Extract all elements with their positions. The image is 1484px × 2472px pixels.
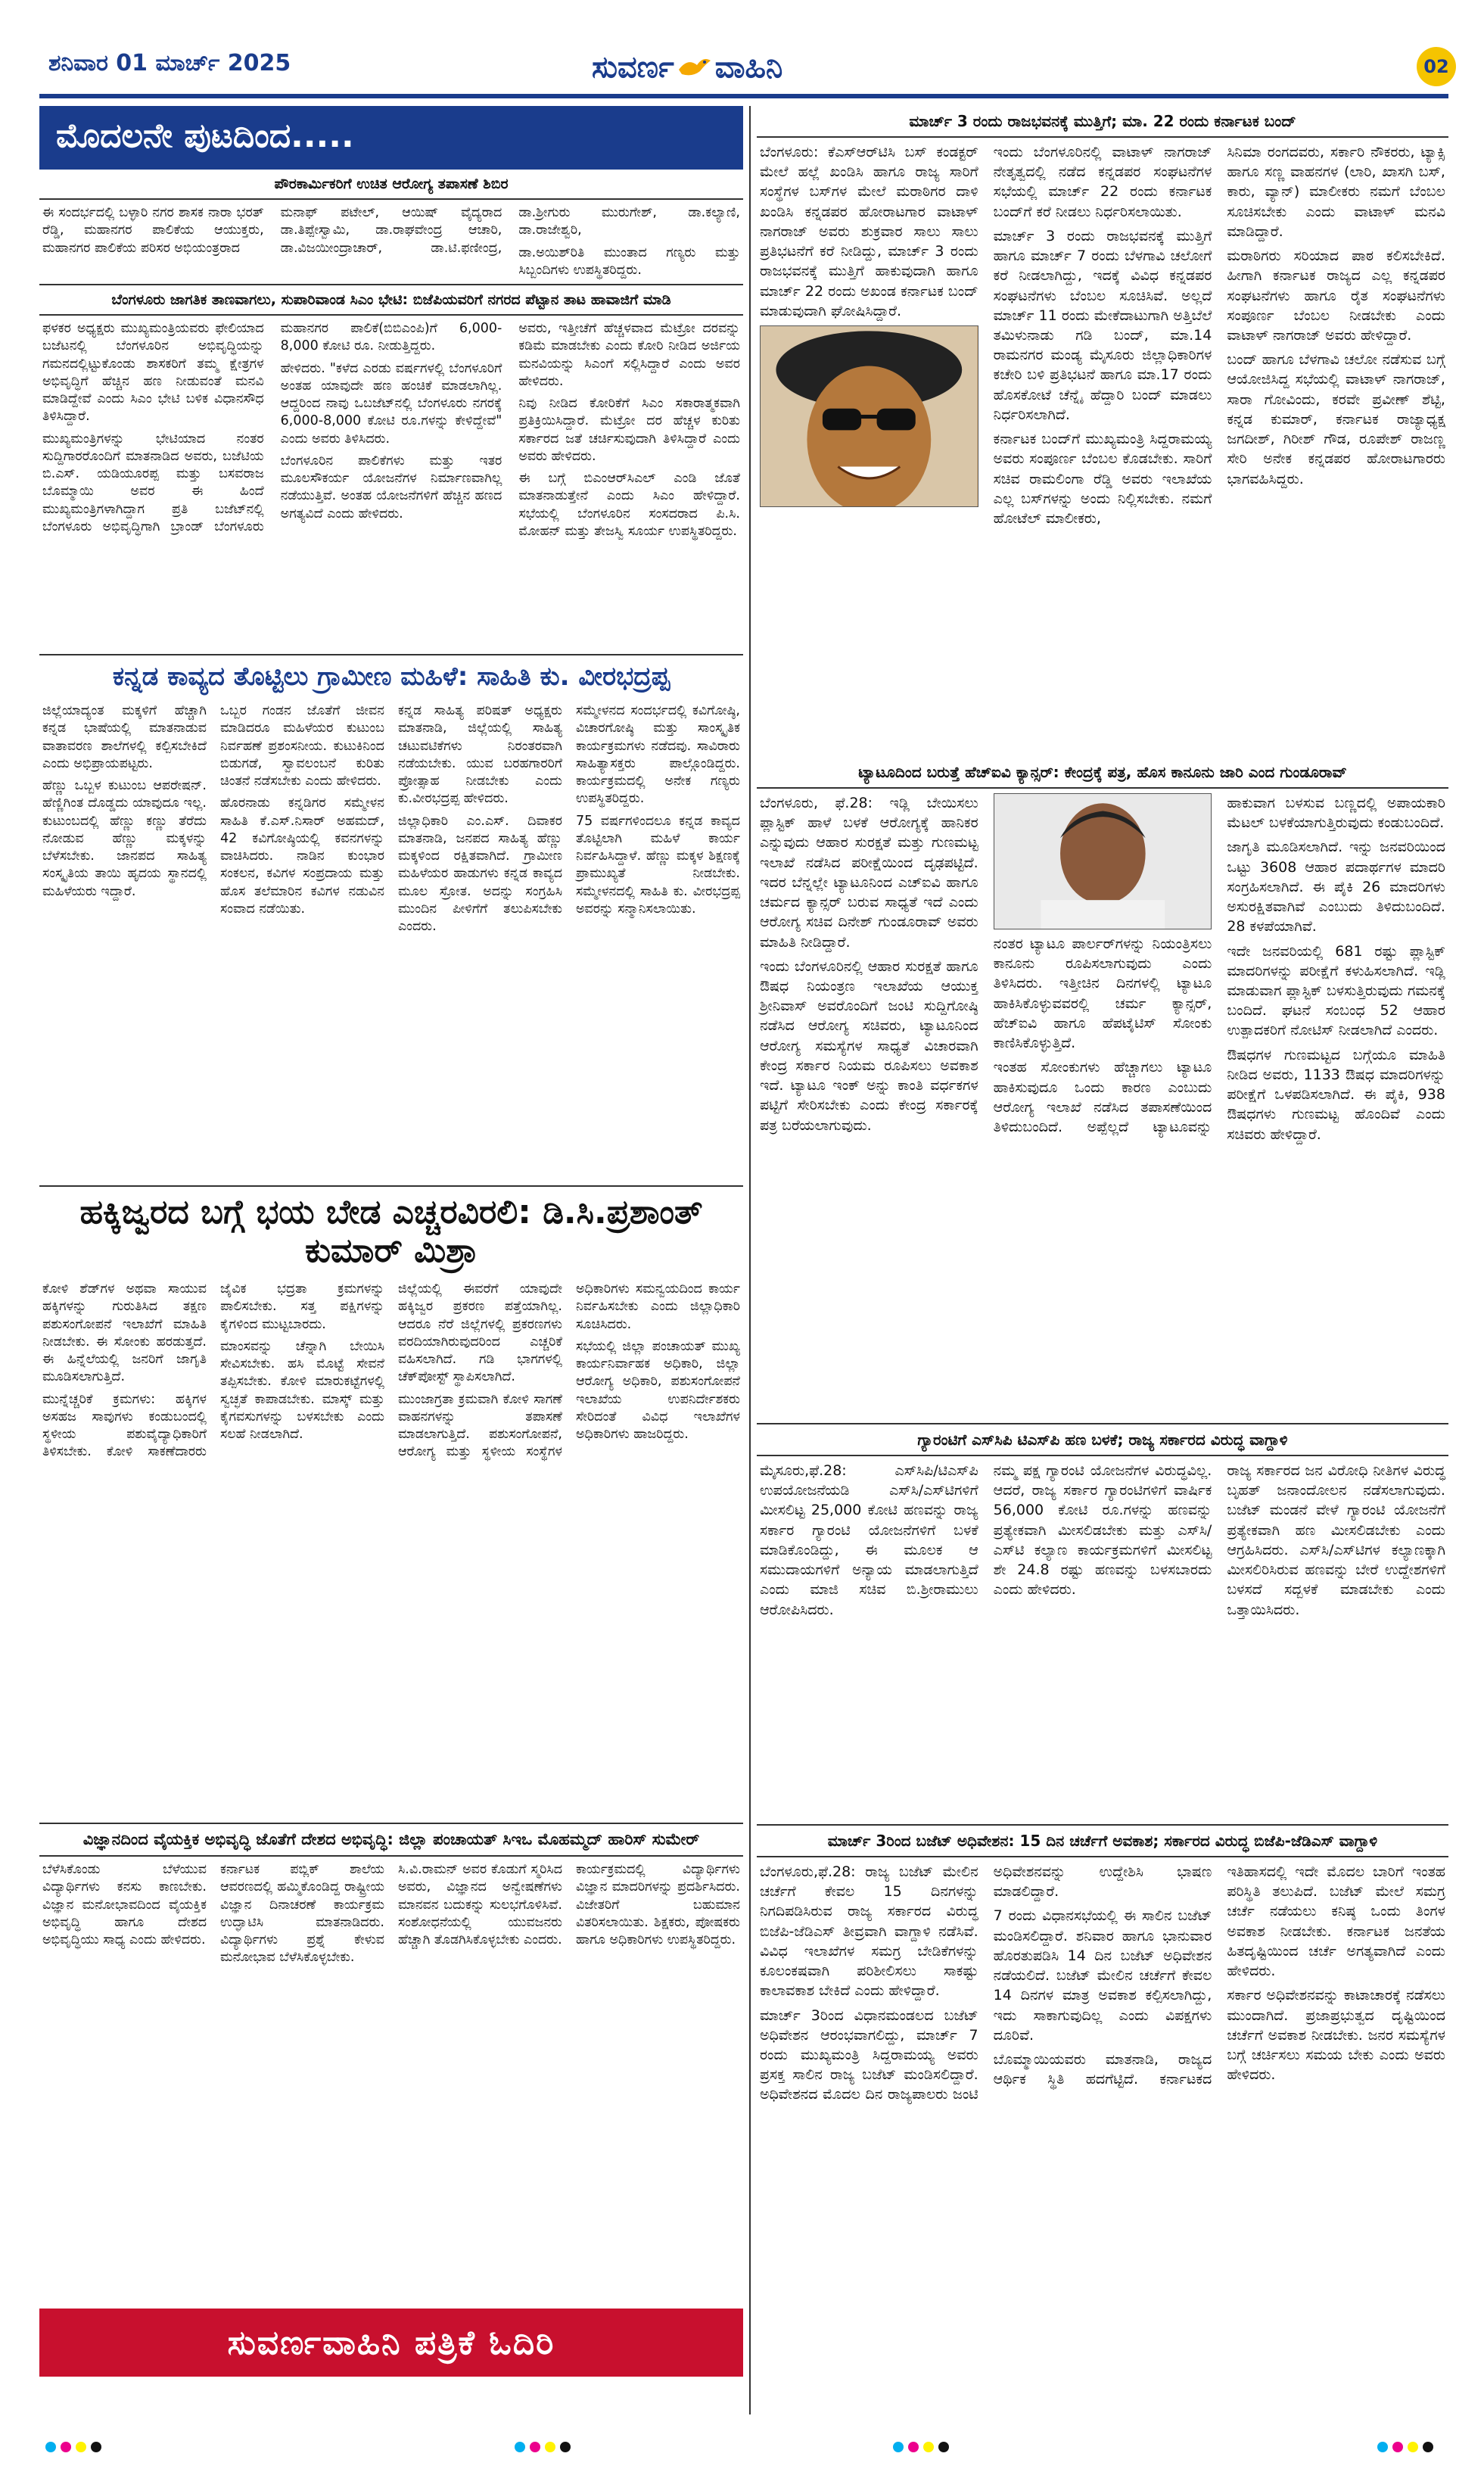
yellow-dot [1408,2442,1418,2452]
article-paragraph: ಈ ಸಂದರ್ಭದಲ್ಲಿ ಬಳ್ಳಾರಿ ನಗರ ಶಾಸಕ ನಾರಾ ಭರತ್ ರೆಡ್ಡಿ, ಮಹಾನಗರ ಪಾಲಿಕೆಯ ಆಯುಕ್ತರು, ಮಹಾನಗರ ಪಾಲಿಕೆಯ ಪರಿಸರ ಅಭಿಯಂತ್ರರಾದ [42,205,264,256]
article-headline: ಬೆಂಗಳೂರು ಜಾಗತಿಕ ತಾಣವಾಗಲು, ಸುಪಾರಿವಾಂಡ ಸಿಎಂ ಭೇಟಿ: ಬಿಜೆಪಿಯವರಿಗೆ ನಗರದ ಪೆಟ್ಟಾನ ತಾಟ ಹಾವಾಜಿಗೆ ಮಾಡಿ [39,284,743,316]
article-paragraph: ಸಿನಿಮಾ ರಂಗದವರು, ಸರ್ಕಾರಿ ನೌಕರರು, ಟ್ಯಾಕ್ಸಿ ಹಾಗೂ ಸಣ್ಣ ವಾಹನಗಳ (ಲಾರಿ, ಖಾಸಗಿ ಬಸ್, ಕಾರು, ವ್ಯಾನ್) ಮಾಲೀಕರು ನಮಗೆ ಬೆಂಬಲ ಸೂಚಿಸಬೇಕು ಎಂದು ವಾಟಾಳ್ ಮನವಿ ಮಾಡಿದ್ದಾರೆ. [1227,144,1445,240]
cyan-dot [515,2442,525,2452]
article-body [39,698,743,940]
article-paragraph: ಕೋಳಿ ಶೆಡ್‌ಗಳ ಅಥವಾ ಸಾಯುವ ಹಕ್ಕಿಗಳನ್ನು ಗುರುತಿಸಿದ ತಕ್ಷಣ ಪಶುಸಂಗೋಪನೆ ಇಲಾಖೆಗೆ ಮಾಹಿತಿ ನೀಡಬೇಕು. ಈ ಸೋಂಕು ಹರಡುತ್ತದೆ. ಈ ಹಿನ್ನೆಲೆಯಲ್ಲಿ ಜನರಿಗೆ ಜಾಗೃತಿ ಮೂಡಿಸಲಾಗುತ್ತಿದೆ. [42,1281,207,1385]
article-paragraph: ಮೈಸೂರು,ಫೆ.28: ಎಸ್‌ಸಿಪಿ/ಟಿಎಸ್‌ಪಿ ಉಪಯೋಜನೆಯಡಿ ಎಸ್‌ಸಿ/ಎಸ್‌ಟಿಗಳಿಗೆ ಮೀಸಲಿಟ್ಟ 25,000 ಕೋಟಿ ಹಣವನ್ನು ರಾಜ್ಯ ಸರ್ಕಾರ ಗ್ಯಾರಂಟಿ ಯೋಜನೆಗಳಿಗೆ ಬಳಕೆ ಮಾಡಿಕೊಂಡಿದ್ದು, ಈ ಮೂಲಕ ಆ ಸಮುದಾಯಗಳಿಗೆ ಅನ್ಯಾಯ ಮಾಡಲಾಗುತ್ತಿದೆ ಎಂದು ಮಾಜಿ ಸಚಿವ ಬಿ.ಶ್ರೀರಾಮುಲು ಆರೋಪಿಸಿದರು. [760,1462,978,1618]
article-health-camp [39,170,743,654]
article-budget-session [757,1824,1448,2399]
article-body [757,138,1448,533]
article-paragraph: ಒಬ್ಬರ ಗಂಡನ ಜೊತೆಗೆ ಜೀವನ ಮಾಡಿದರೂ ಮಹಿಳೆಯರ ಕುಟುಂಬ ನಿರ್ವಹಣೆ ಪ್ರಶಂಸನೀಯ. ಕುಟುಕಿನಿಂದ ಬಿಡುಗಡೆ, ಸ್ವಾವಲಂಬನೆ ಕುರಿತು ಚಿಂತನೆ ನಡೆಸಬೇಕು ಎಂದು ಹೇಳಿದರು. [220,703,384,789]
article-paragraph: ಮುಂಜಾಗ್ರತಾ ಕ್ರಮವಾಗಿ ಕೋಳಿ ಸಾಗಣೆ ವಾಹನಗಳನ್ನು ತಪಾಸಣೆ ಮಾಡಲಾಗುತ್ತಿದೆ. ಪಶುಸಂಗೋಪನೆ, ಆರೋಗ್ಯ ಮತ್ತು ಸ್ಥಳೀಯ ಸಂಸ್ಥೆಗಳ ಅಧಿಕಾರಿಗಳು ಸಮನ್ವಯದಿಂದ ಕಾರ್ಯ ನಿರ್ವಹಿಸಬೇಕು ಎಂದು ಜಿಲ್ಲಾಧಿಕಾರಿ ಸೂಚಿಸಿದರು. [398,1281,740,1460]
article-paragraph: ಸಮ್ಮೇಳನದ ಸಂದರ್ಭದಲ್ಲಿ ಕವಿಗೋಷ್ಠಿ, ವಿಚಾರಗೋಷ್ಠಿ ಮತ್ತು ಸಾಂಸ್ಕೃತಿಕ ಕಾರ್ಯಕ್ರಮಗಳು ನಡೆದವು. ಸಾವಿರಾರು ಸಾಹಿತ್ಯಾಸಕ್ತರು ಪಾಲ್ಗೊಂಡಿದ್ದರು. ಕಾರ್ಯಕ್ರಮದಲ್ಲಿ ಅನೇಕ ಗಣ್ಯರು ಉಪಸ್ಥಿತರಿದ್ದರು. [576,703,740,807]
logo-text-second: ವಾಹಿನಿ [714,50,783,85]
magenta-dot [530,2442,540,2452]
article-paragraph: ಬೆಂಗಳೂರು, ಫೆ.28: ಇಡ್ಲಿ ಬೇಯಿಸಲು ಪ್ಲಾಸ್ಟಿಕ್ ಹಾಳೆ ಬಳಕೆ ಆರೋಗ್ಯಕ್ಕೆ ಹಾನಿಕರ ಎನ್ನುವುದು ಆಹಾರ ಸುರಕ್ಷತೆ ಮತ್ತು ಗುಣಮಟ್ಟ ಇಲಾಖೆ ನಡೆಸಿದ ಪರೀಕ್ಷೆಯಿಂದ ದೃಢಪಟ್ಟಿದೆ. ಇದರ ಬೆನ್ನಲ್ಲೇ ಟ್ಯಾಟೂನಿಂದ ಎಚ್‌ಐವಿ ಹಾಗೂ ಚರ್ಮದ ಕ್ಯಾನ್ಸರ್ ಬರುವ ಸಾಧ್ಯತೆ ಇದೆ ಎಂದು ಆರೋಗ್ಯ ಸಚಿವ ದಿನೇಶ್ ಗುಂಡೂರಾವ್ ಅವರು ಮಾಹಿತಿ ನೀಡಿದ್ದಾರೆ. [760,795,978,951]
vatal-nagaraj-photo [760,325,978,507]
black-dot [560,2442,571,2452]
article-headline: ಹಕ್ಕಿಜ್ವರದ ಬಗ್ಗೆ ಭಯ ಬೇಡ ಎಚ್ಚರವಿರಲಿ: ಡಿ.ಸಿ.ಪ್ರಶಾಂತ್ ಕುಮಾರ್ ಮಿಶ್ರಾ [79,1193,703,1270]
article-paragraph: ಬಂದ್ ಹಾಗೂ ಬೆಳಗಾವಿ ಚಲೋ ನಡೆಸುವ ಬಗ್ಗೆ ಆಯೋಜಿಸಿದ್ದ ಸಭೆಯಲ್ಲಿ ವಾಟಾಳ್ ನಾಗರಾಜ್, ಸಾರಾ ಗೋವಿಂದು, ಕರವೇ ಪ್ರವೀಣ್ ಶೆಟ್ಟಿ, ಕನ್ನಡ ಕುಮಾರ್, ಕರ್ನಾಟಕ ರಾಜ್ಯಾಧ್ಯಕ್ಷ ಜಗದೀಶ್, ಗಿರೀಶ್ ಗೌಡ, ರೂಪೇಶ್ ರಾಜಣ್ಣ ಸೇರಿ ಅನೇಕ ಕನ್ನಡಪರ ಹೋರಾಟಗಾರರು ಭಾಗವಹಿಸಿದ್ದರು. [1227,351,1445,487]
article-paragraph: ಹೊರನಾಡು ಕನ್ನಡಿಗರ ಸಮ್ಮೇಳನ ಸಾಹಿತಿ ಕೆ.ಎಸ್.ನಿಸಾರ್ ಅಹಮದ್, 42 ಕವಿಗೋಷ್ಠಿಯಲ್ಲಿ ಕವನಗಳನ್ನು ವಾಚಿಸಿದರು. ನಾಡಿನ ಕುಂಭಾರ ಸಂಕಲನ, ಕವಿಗಳ ಸಂಪ್ರದಾಯ ಮತ್ತು ಹೊಸ ತಲೆಮಾರಿನ ಕವಿಗಳ ನಡುವಿನ ಸಂವಾದ ನಡೆಯಿತು. [220,795,384,917]
article-paragraph: ಮಾರ್ಚ್ 3ರಿಂದ ವಿಧಾನಮಂಡಲದ ಬಜೆಟ್ ಅಧಿವೇಶನ ಆರಂಭವಾಗಲಿದ್ದು, ಮಾರ್ಚ್ 7 ರಂದು ಮುಖ್ಯಮಂತ್ರಿ ಸಿದ್ದರಾಮಯ್ಯ ಅವರು ಪ್ರಸಕ್ತ ಸಾಲಿನ ರಾಜ್ಯ ಬಜೆಟ್ ಮಂಡಿಸಲಿದ್ದಾರೆ. ಅಧಿವೇಶನದ ಮೊದಲ ದಿನ ರಾಜ್ಯಪಾಲರು ಜಂಟಿ ಅಧಿವೇಶನವನ್ನು ಉದ್ದೇಶಿಸಿ ಭಾಷಣ ಮಾಡಲಿದ್ದಾರೆ. [760,1863,1212,2103]
article-body [39,1276,743,1466]
article-headline: ಪೌರಕಾರ್ಮಿಕರಿಗೆ ಉಚಿತ ಆರೋಗ್ಯ ತಪಾಸಣೆ ಶಿಬಿರ [39,170,743,200]
article-paragraph: ಹೆಣ್ಣು ಒಬ್ಬಳ ಕುಟುಂಬ ಆಪರೇಷನ್. ಹೆಣ್ಣಿಗಿಂತ ದೊಡ್ಡದು ಯಾವುದೂ ಇಲ್ಲ. ಕುಟುಂಬದಲ್ಲಿ ಹೆಣ್ಣು ಕಣ್ಣು ತೆರೆದು ನೋಡುವ ಹೆಣ್ಣು ಮಕ್ಕಳನ್ನು ಬೆಳೆಸಬೇಕು. ಜಾನಪದ ಸಾಹಿತ್ಯ ಸಂಸ್ಕೃತಿಯ ತಾಯಿ ಹೃದಯ ಸ್ಥಾನದಲ್ಲಿ ಮಹಿಳೆಯರು ಇದ್ದಾರೆ. [42,778,207,899]
article-paragraph: ಮುಖ್ಯಮಂತ್ರಿಗಳನ್ನು ಭೇಟಿಯಾದ ನಂತರ ಸುದ್ದಿಗಾರರೊಂದಿಗೆ ಮಾತನಾಡಿದ ಅವರು, ಬಜೆಟಿಯ ಬಿ.ಎಸ್. ಯಡಿಯೂರಪ್ಪ ಮತ್ತು ಬಸವರಾಜ ಬೊಮ್ಮಾಯಿ ಅವರ ಈ ಹಿಂದೆ ಮುಖ್ಯಮಂತ್ರಿಗಳಾಗಿದ್ದಾಗ ಪ್ರತಿ ಬಜೆಟ್‌ನಲ್ಲಿ ಬೆಂಗಳೂರು ಅಭಿವೃದ್ಧಿಗಾಗಿ ಬ್ರಾಂಡ್ ಬೆಂಗಳೂರು ಮಹಾನಗರ ಪಾಲಿಕೆ(ಬಿಬಿಎಂಪಿ)ಗೆ 6,000-8,000 ಕೋಟಿ ರೂ. ನೀಡುತ್ತಿದ್ದರು. [42,321,502,534]
article-paragraph: ಜಿಲ್ಲಾಧಿಕಾರಿ ಎಂ.ಎಸ್. ದಿವಾಕರ ಮಾತನಾಡಿ, ಜನಪದ ಸಾಹಿತ್ಯ ಹೆಣ್ಣು ಮಕ್ಕಳಿಂದ ರಕ್ಷಿತವಾಗಿದೆ. ಗ್ರಾಮೀಣ ಮಹಿಳೆಯರ ಹಾಡುಗಳು ಕನ್ನಡ ಕಾವ್ಯದ ಮೂಲ ಸ್ರೋತ. ಅದನ್ನು ಸಂಗ್ರಹಿಸಿ ಮುಂದಿನ ಪೀಳಿಗೆಗೆ ತಲುಪಿಸಬೇಕು ಎಂದರು. [398,813,562,935]
print-registration-marks [515,2442,571,2454]
article-paragraph: ಕನ್ನಡ ಸಾಹಿತ್ಯ ಪರಿಷತ್ ಅಧ್ಯಕ್ಷರು ಮಾತನಾಡಿ, ಜಿಲ್ಲೆಯಲ್ಲಿ ಸಾಹಿತ್ಯ ಚಟುವಟಿಕೆಗಳು ನಿರಂತರವಾಗಿ ನಡೆಯಬೇಕು. ಯುವ ಬರಹಗಾರರಿಗೆ ಪ್ರೋತ್ಸಾಹ ನೀಡಬೇಕು ಎಂದು ಕು.ವೀರಭದ್ರಪ್ಪ ಹೇಳಿದರು. [398,703,562,807]
article-paragraph: ನಿವು ನೀಡಿದ ಕೋರಿಕೆಗೆ ಸಿಎಂ ಸಕಾರಾತ್ಮಕವಾಗಿ ಪ್ರತಿಕ್ರಿಯಿಸಿದ್ದಾರೆ. ಮೆಟ್ರೋ ದರ ಹೆಚ್ಚಳ ಕುರಿತು ಸರ್ಕಾರದ ಜತೆ ಚರ್ಚಿಸುವುದಾಗಿ ತಿಳಿಸಿದ್ದಾರೆ ಎಂದು ಅವರು ಹೇಳಿದರು. [518,396,740,464]
article-paragraph: ಕರ್ನಾಟಕ ಪಬ್ಲಿಕ್ ಶಾಲೆಯ ಆವರಣದಲ್ಲಿ ಹಮ್ಮಿಕೊಂಡಿದ್ದ ರಾಷ್ಟ್ರೀಯ ವಿಜ್ಞಾನ ದಿನಾಚರಣೆ ಕಾರ್ಯಕ್ರಮ ಉದ್ಘಾಟಿಸಿ ಮಾತನಾಡಿದರು. ವಿದ್ಯಾರ್ಥಿಗಳು ಪ್ರಶ್ನೆ ಕೇಳುವ ಮನೋಭಾವ ಬೆಳೆಸಿಕೊಳ್ಳಬೇಕು. [220,1862,384,1966]
article-paragraph: ಕಾರ್ಯಕ್ರಮದಲ್ಲಿ ವಿದ್ಯಾರ್ಥಿಗಳು ವಿಜ್ಞಾನ ಮಾದರಿಗಳನ್ನು ಪ್ರದರ್ಶಿಸಿದರು. ವಿಜೇತರಿಗೆ ಬಹುಮಾನ ವಿತರಿಸಲಾಯಿತು. ಶಿಕ್ಷಕರು, ಪೋಷಕರು ಹಾಗೂ ಅಧಿಕಾರಿಗಳು ಉಪಸ್ಥಿತರಿದ್ದರು. [576,1862,740,1948]
article-paragraph: ಔಷಧಗಳ ಗುಣಮಟ್ಟದ ಬಗ್ಗೆಯೂ ಮಾಹಿತಿ ನೀಡಿದ ಅವರು, 1133 ಔಷಧ ಮಾದರಿಗಳನ್ನು ಪರೀಕ್ಷೆಗೆ ಒಳಪಡಿಸಲಾಗಿದೆ. ಈ ಪೈಕಿ, 938 ಔಷಧಗಳು ಗುಣಮಟ್ಟ ಹೊಂದಿವೆ ಎಂದು ಸಚಿವರು ಹೇಳಿದ್ದಾರೆ. [1227,1046,1445,1143]
article-headline: ಮಾರ್ಚ್ 3ರಿಂದ ಬಜೆಟ್ ಅಧಿವೇಶನ: 15 ದಿನ ಚರ್ಚೆಗೆ ಅವಕಾಶ; ಸರ್ಕಾರದ ವಿರುದ್ಧ ಬಿಜೆಪಿ-ಜೆಡಿಎಸ್ ವಾಗ್ದಾಳಿ [757,1824,1448,1857]
article-tattoo-health [757,757,1448,1423]
article-paragraph: ಇಂತಹ ಸೋಂಕುಗಳು ಹೆಚ್ಚಾಗಲು ಟ್ಯಾಟೂ ಹಾಕಿಸುವುದೂ ಒಂದು ಕಾರಣ ಎಂಬುದು ಆರೋಗ್ಯ ಇಲಾಖೆ ನಡೆಸಿದ ತಪಾಸಣೆಯಿಂದ ತಿಳಿದುಬಂದಿದೆ. ಅಪ್ಪೆಲ್ಲದೆ ಟ್ಯಾಟೂವನ್ನು ಹಾಕುವಾಗ ಬಳಸುವ ಬಣ್ಣದಲ್ಲಿ ಅಪಾಯಕಾರಿ ಮೆಟಲ್ ಬಳಕೆಯಾಗುತ್ತಿರುವುದು ಕಂಡುಬಂದಿದೆ. [993,795,1445,1135]
column-divider [749,106,751,2414]
black-dot [1423,2442,1433,2452]
newspaper-logo [592,44,782,91]
article-paragraph: ಇಂದು ಬೆಂಗಳೂರಿನಲ್ಲಿ ಆಹಾರ ಸುರಕ್ಷತೆ ಹಾಗೂ ಔಷಧ ನಿಯಂತ್ರಣ ಇಲಾಖೆಯ ಆಯುಕ್ತ ಶ್ರೀನಿವಾಸ್ ಅವರೊಂದಿಗೆ ಜಂಟಿ ಸುದ್ದಿಗೋಷ್ಠಿ ನಡೆಸಿದ ಆರೋಗ್ಯ ಸಚಿವರು, ಟ್ಯಾಟೂನಿಂದ ಆರೋಗ್ಯ ಸಮಸ್ಯೆಗಳ ಸಾಧ್ಯತೆ ವಿಚಾರವಾಗಿ ಕೇಂದ್ರ ಸರ್ಕಾರ ನಿಯಮ ರೂಪಿಸಲು ಅವಕಾಶ ಇದೆ. ಟ್ಯಾಟೂ ಇಂಕ್ ಅನ್ನು ಕಾಂತಿ ವರ್ಧಕಗಳ ಪಟ್ಟಿಗೆ ಸೇರಿಸಬೇಕು ಎಂದು ಕೇಂದ್ರ ಸರ್ಕಾರಕ್ಕೆ ಪತ್ರ ಬರೆಯಲಾಗುವುದು. [760,957,978,1134]
article-paragraph: ಮನಾಫ್ ಪಟೇಲ್, ಆಯಿಷ್ ವೈದ್ಯರಾದ ಡಾ.ತಿಪ್ಪೇಸ್ವಾಮಿ, ಡಾ.ರಾಘವೇಂದ್ರ ಆಚಾರಿ, ಡಾ.ವಿಜಯೀಂದ್ರಾಚಾರ್, ಡಾ.ಟಿ.ಫಣೀಂದ್ರ, ಡಾ.ಶ್ರೀಗುರು ಮುರುಗೇಶ್, ಡಾ.ಕಲ್ಯಾಣಿ, ಡಾ.ರಾಜೇಶ್ವರಿ, [280,205,740,256]
article-body [39,1857,743,1972]
article-paragraph: ಮಾರ್ಚ್ 3 ರಂದು ರಾಜಭವನಕ್ಕೆ ಮುತ್ತಿಗೆ ಹಾಗೂ ಮಾರ್ಚ್ 7 ರಂದು ಬೆಳಗಾವಿ ಚಲೋಗೆ ಕರೆ ನೀಡಲಾಗಿದ್ದು, ಇದಕ್ಕೆ ವಿವಿಧ ಕನ್ನಡಪರ ಸಂಘಟನೆಗಳು ಬೆಂಬಲ ಸೂಚಿಸಿವೆ. ಅಲ್ಲದೆ ಮಾರ್ಚ್ 11 ರಂದು ಮೇಕೆದಾಟುಗಾಗಿ ಅತ್ತಿಬೆಲೆ ತಮಿಳುನಾಡು ಗಡಿ ಬಂದ್, ಮಾ.14 ರಾಮನಗರ ಮಂಡ್ಯ ಮೈಸೂರು ಜಿಲ್ಲಾಧಿಕಾರಿಗಳ ಕಚೇರಿ ಬಳಿ ಪ್ರತಿಭಟನೆ ಹಾಗೂ ಮಾ.17 ರಂದು ಹೊಸಕೋಟೆ ಚೆನ್ನೈ ಹೆದ್ದಾರಿ ಬಂದ್ ಮಾಡಲು ನಿರ್ಧರಿಸಲಾಗಿದೆ. [993,227,1212,423]
article-body [757,1456,1448,1624]
right-column [757,106,1448,2414]
article-paragraph: ಫಳಕರ ಅಧ್ಯಕ್ಷರು ಮುಖ್ಯಮಂತ್ರಿಯವರು ಫೇಲಿಯಾದ ಬಜೆಟನಲ್ಲಿ ಬೆಂಗಳೂರಿನ ಅಭಿವೃದ್ಧಿಯನ್ನು ಗಮನದಲ್ಲಿಟ್ಟುಕೊಂಡು ಶಾಸಕರಿಗೆ ತಮ್ಮ ಕ್ಷೇತ್ರಗಳ ಅಭಿವೃದ್ಧಿಗೆ ಹೆಚ್ಚಿನ ಹಣ ನೀಡುವಂತೆ ಮನವಿ ಮಾಡಿದ್ದೇವೆ ಎಂದು ಸಿಎಂ ಭೇಟಿ ಬಳಿಕ ವಿಧಾನಸೌಧ ತಿಳಿಸಿದ್ದಾರೆ. [42,321,264,425]
article-guarantee-funds [757,1423,1448,1824]
article-bird-flu [39,1187,743,1823]
article-paragraph: ರಾಜ್ಯ ಸರ್ಕಾರದ ಜನ ವಿರೋಧಿ ನೀತಿಗಳ ವಿರುದ್ಧ ಬೃಹತ್ ಜನಾಂದೋಲನ ನಡೆಸಲಾಗುವುದು. ಬಜೆಟ್ ಮಂಡನೆ ವೇಳೆ ಗ್ಯಾರಂಟಿ ಯೋಜನೆಗೆ ಪ್ರತ್ಯೇಕವಾಗಿ ಹಣ ಮೀಸಲಿಡಬೇಕು ಎಂದು ಆಗ್ರಹಿಸಿದರು. ಎಸ್‌ಸಿ/ಎಸ್‌ಟಿಗಳ ಕಲ್ಯಾಣಕ್ಕಾಗಿ ಮೀಸಲಿರಿಸಿರುವ ಹಣವನ್ನು ಬೇರೆ ಉದ್ದೇಶಗಳಿಗೆ ಬಳಸದೆ ಸದ್ಬಳಕೆ ಮಾಡಬೇಕು ಎಂದು ಒತ್ತಾಯಿಸಿದರು. [1227,1462,1445,1618]
bird-logo-icon [677,54,712,80]
print-registration-marks [893,2442,949,2454]
magenta-dot [908,2442,919,2452]
article-paragraph: ಸಿ.ವಿ.ರಾಮನ್ ಅವರ ಕೊಡುಗೆ ಸ್ಮರಿಸಿದ ಅವರು, ವಿಜ್ಞಾನದ ಅನ್ವೇಷಣೆಗಳು ಮಾನವನ ಬದುಕನ್ನು ಸುಲಭಗೊಳಿಸಿವೆ. ಸಂಶೋಧನೆಯಲ್ಲಿ ಯುವಜನರು ಹೆಚ್ಚಾಗಿ ತೊಡಗಿಸಿಕೊಳ್ಳಬೇಕು ಎಂದರು. [398,1862,562,1948]
article-body [39,316,743,545]
page-number-badge: 02 [1417,47,1456,86]
cyan-dot [893,2442,904,2452]
article-paragraph: ಕರ್ನಾಟಕ ಬಂದ್‌ಗೆ ಮುಖ್ಯಮಂತ್ರಿ ಸಿದ್ದರಾಮಯ್ಯ ಅವರು ಸಂಪೂರ್ಣ ಬೆಂಬಲ ಕೊಡಬೇಕು. ಸಾರಿಗೆ ಸಚಿವ ರಾಮಲಿಂಗಾ ರೆಡ್ಡಿ ಅವರು ಇಲಾಖೆಯ ಎಲ್ಲ ಬಸ್‌ಗಳನ್ನು ಅಂದು ನಿಲ್ಲಿಸಬೇಕು. ನಮಗೆ ಹೋಟೆಲ್ ಮಾಲೀಕರು, [993,431,1212,527]
magenta-dot [1392,2442,1403,2452]
article-paragraph: ಇದೇ ಜನವರಿಯಲ್ಲಿ 681 ರಷ್ಟು ಪ್ಲಾಸ್ಟಿಕ್ ಮಾದರಿಗಳನ್ನು ಪರೀಕ್ಷೆಗೆ ಕಳುಹಿಸಲಾಗಿದೆ. ಇಡ್ಲಿ ಮಾಡುವಾಗ ಪ್ಲಾಸ್ಟಿಕ್ ಬಳಸುತ್ತಿರುವುದು ಗಮನಕ್ಕೆ ಬಂದಿದೆ. ಘಟನೆ ಸಂಬಂಧ 52 ಆಹಾರ ಉತ್ಪಾದಕರಿಗೆ ನೋಟಿಸ್ ನೀಡಲಾಗಿದೆ ಎಂದರು. [1227,942,1445,1039]
article-paragraph: ಬೊಮ್ಮಾಯಿಯವರು ಮಾತನಾಡಿ, ರಾಜ್ಯದ ಆರ್ಥಿಕ ಸ್ಥಿತಿ ಹದಗೆಟ್ಟಿದೆ. ಕರ್ನಾಟಕದ ಇತಿಹಾಸದಲ್ಲಿ ಇದೇ ಮೊದಲ ಬಾರಿಗೆ ಇಂತಹ ಪರಿಸ್ಥಿತಿ ತಲುಪಿದೆ. ಬಜೆಟ್ ಮೇಲೆ ಸಮಗ್ರ ಚರ್ಚೆ ನಡೆಯಲು ಕನಿಷ್ಠ ಒಂದು ತಿಂಗಳ ಅವಕಾಶ ನೀಡಬೇಕು. ಕರ್ನಾಟಕ ಜನತೆಯ ಹಿತದೃಷ್ಟಿಯಿಂದ ಚರ್ಚೆ ಅಗತ್ಯವಾಗಿದೆ ಎಂದು ಹೇಳಿದರು. [993,1863,1445,2088]
article-paragraph: ಬೆಳೆಸಿಕೊಂಡು ಬೆಳೆಯುವ ವಿದ್ಯಾರ್ಥಿಗಳು ಕನಸು ಕಾಣಬೇಕು. ವಿಜ್ಞಾನ ಮನೋಭಾವದಿಂದ ವೈಯಕ್ತಿಕ ಅಭಿವೃದ್ಧಿ ಹಾಗೂ ದೇಶದ ಅಭಿವೃದ್ಧಿಯು ಸಾಧ್ಯ ಎಂದು ಹೇಳಿದರು. [42,1862,207,1948]
article-paragraph: ಬೆಂಗಳೂರು,ಫೆ.28: ರಾಜ್ಯ ಬಜೆಟ್ ಮೇಲಿನ ಚರ್ಚೆಗೆ ಕೇವಲ 15 ದಿನಗಳನ್ನು ನಿಗದಿಪಡಿಸಿರುವ ರಾಜ್ಯ ಸರ್ಕಾರದ ವಿರುದ್ಧ ಬಿಜೆಪಿ-ಜೆಡಿಎಸ್ ತೀವ್ರವಾಗಿ ವಾಗ್ದಾಳಿ ನಡೆಸಿವೆ. ವಿವಿಧ ಇಲಾಖೆಗಳ ಸಮಗ್ರ ಬೇಡಿಕೆಗಳನ್ನು ಕೂಲಂಕಷವಾಗಿ ಪರಿಶೀಲಿಸಲು ಸಾಕಷ್ಟು ಕಾಲಾವಕಾಶ ಬೇಕಿದೆ ಎಂದು ಹೇಳಿದ್ದಾರೆ. [760,1863,978,2000]
article-paragraph: ಇಂದು ಬೆಂಗಳೂರಿನಲ್ಲಿ ವಾಟಾಳ್ ನಾಗರಾಜ್ ನೇತೃತ್ವದಲ್ಲಿ ನಡೆದ ಕನ್ನಡಪರ ಸಂಘಟನೆಗಳ ಸಭೆಯಲ್ಲಿ ಮಾರ್ಚ್ 22 ರಂದು ಕರ್ನಾಟಕ ಬಂದ್‌ಗೆ ಕರೆ ನೀಡಲು ನಿರ್ಧರಿಸಲಾಯಿತು. [993,144,1212,220]
masthead [39,44,1448,98]
magenta-dot [61,2442,71,2452]
cyan-dot [45,2442,56,2452]
article-body [757,1857,1448,2109]
yellow-dot [545,2442,555,2452]
article-paragraph: ಮಾಂಸವನ್ನು ಚೆನ್ನಾಗಿ ಬೇಯಿಸಿ ಸೇವಿಸಬೇಕು. ಹಸಿ ಮೊಟ್ಟೆ ಸೇವನೆ ತಪ್ಪಿಸಬೇಕು. ಕೋಳಿ ಮಾರುಕಟ್ಟೆಗಳಲ್ಲಿ ಸ್ವಚ್ಛತೆ ಕಾಪಾಡಬೇಕು. ಮಾಸ್ಕ್ ಮತ್ತು ಕೈಗವಸುಗಳನ್ನು ಬಳಸಬೇಕು ಎಂದು ಸಲಹೆ ನೀಡಲಾಗಿದೆ. [220,1338,384,1443]
article-headline: ಗ್ಯಾರಂಟಿಗೆ ಎಸ್‌ಸಿಪಿ ಟಿಎಸ್‌ಪಿ ಹಣ ಬಳಕೆ; ರಾಜ್ಯ ಸರ್ಕಾರದ ವಿರುದ್ಧ ವಾಗ್ದಾಳಿ [757,1423,1448,1456]
yellow-dot [76,2442,86,2452]
article-paragraph: ಜಾಗೃತಿ ಮೂಡಿಸಲಾಗಿದೆ. ಇನ್ನು ಜನವರಿಯಿಂದ ಒಟ್ಟು 3608 ಆಹಾರ ಪದಾರ್ಥಗಳ ಮಾದರಿ ಸಂಗ್ರಹಿಸಲಾಗಿದೆ. ಈ ಪೈಕಿ 26 ಮಾದರಿಗಳು ಅಸುರಕ್ಷಿತವಾಗಿವೆ ಎಂಬುದು ತಿಳಿದುಬಂದಿದೆ. 28 ಕಳಪೆಯಾಗಿವೆ. [1227,839,1445,936]
article-paragraph: ಬೆಂಗಳೂರಿನ ಪಾಲಿಕೆಗಳು ಮತ್ತು ಇತರ ಮೂಲಸೌಕರ್ಯ ಯೋಜನೆಗಳ ನಿರ್ಮಾಣವಾಗಿಲ್ಲ ನಡೆಯುತ್ತಿವೆ. ಅಂತಹ ಯೋಜನೆಗಳಿಗೆ ಹೆಚ್ಚಿನ ಹಣದ ಅಗತ್ಯವಿದೆ ಎಂದು ಹೇಳಿದರು. [280,453,502,521]
logo-text-first: ಸುವರ್ಣ [592,50,674,85]
left-column [39,106,743,2414]
article-paragraph: ಸರ್ಕಾರ ಅಧಿವೇಶನವನ್ನು ಕಾಟಾಚಾರಕ್ಕೆ ನಡೆಸಲು ಮುಂದಾಗಿದೆ. ಪ್ರಜಾಪ್ರಭುತ್ವದ ದೃಷ್ಟಿಯಿಂದ ಚರ್ಚೆಗೆ ಅವಕಾಶ ನೀಡಬೇಕು. ಜನರ ಸಮಸ್ಯೆಗಳ ಬಗ್ಗೆ ಚರ್ಚಿಸಲು ಸಮಯ ಬೇಕು ಎಂದು ಅವರು ಹೇಳಿದರು. [1227,1987,1445,2084]
article-paragraph: ಮುನ್ನೆಚ್ಚರಿಕೆ ಕ್ರಮಗಳು: ಹಕ್ಕಿಗಳ ಅಸಹಜ ಸಾವುಗಳು ಕಂಡುಬಂದಲ್ಲಿ ಸ್ಥಳೀಯ ಪಶುವೈದ್ಯಾಧಿಕಾರಿಗೆ ತಿಳಿಸಬೇಕು. ಕೋಳಿ ಸಾಕಣೆದಾರರು ಜೈವಿಕ ಭದ್ರತಾ ಕ್ರಮಗಳನ್ನು ಪಾಲಿಸಬೇಕು. ಸತ್ತ ಪಕ್ಷಿಗಳನ್ನು ಕೈಗಳಿಂದ ಮುಟ್ಟಬಾರದು. [42,1281,384,1460]
article-paragraph: ಜಿಲ್ಲೆಯಾದ್ಯಂತ ಮಕ್ಕಳಿಗೆ ಹೆಚ್ಚಾಗಿ ಕನ್ನಡ ಭಾಷೆಯಲ್ಲಿ ಮಾತನಾಡುವ ವಾತಾವರಣ ಶಾಲೆಗಳಲ್ಲಿ ಕಲ್ಪಿಸಬೇಕಿದೆ ಎಂದು ಅಭಿಪ್ರಾಯಪಟ್ಟರು. [42,703,207,771]
section-banner: ಮೊದಲನೇ ಪುಟದಿಂದ..... [39,106,743,170]
article-paragraph: ಜಿಲ್ಲೆಯಲ್ಲಿ ಈವರೆಗೆ ಯಾವುದೇ ಹಕ್ಕಿಜ್ವರ ಪ್ರಕರಣ ಪತ್ತೆಯಾಗಿಲ್ಲ. ಆದರೂ ನೆರೆ ಜಿಲ್ಲೆಗಳಲ್ಲಿ ಪ್ರಕರಣಗಳು ವರದಿಯಾಗಿರುವುದರಿಂದ ಎಚ್ಚರಿಕೆ ವಹಿಸಲಾಗಿದೆ. ಗಡಿ ಭಾಗಗಳಲ್ಲಿ ಚೆಕ್‌ಪೋಸ್ಟ್ ಸ್ಥಾಪಿಸಲಾಗಿದೆ. [398,1281,562,1385]
article-paragraph: 7 ರಂದು ವಿಧಾನಸಭೆಯಲ್ಲಿ ಈ ಸಾಲಿನ ಬಜೆಟ್ ಮಂಡಿಸಲಿದ್ದಾರೆ. ಶನಿವಾರ ಹಾಗೂ ಭಾನುವಾರ ಹೊರತುಪಡಿಸಿ 14 ದಿನ ಬಜೆಟ್ ಅಧಿವೇಶನ ನಡೆಯಲಿದೆ. ಬಜೆಟ್ ಮೇಲಿನ ಚರ್ಚೆಗೆ ಕೇವಲ 14 ದಿನಗಳ ಮಾತ್ರ ಅವಕಾಶ ಕಲ್ಪಿಸಲಾಗಿದ್ದು, ಇದು ಸಾಕಾಗುವುದಿಲ್ಲ ಎಂದು ವಿಪಕ್ಷಗಳು ದೂರಿವೆ. [993,1907,1212,2044]
article-body [757,789,1448,1149]
print-registration-marks [45,2442,101,2454]
black-dot [938,2442,949,2452]
article-paragraph: ಮರಾಠಿಗರು ಸರಿಯಾದ ಪಾಠ ಕಲಿಸಬೇಕಿದೆ. ಹೀಗಾಗಿ ಕರ್ನಾಟಕ ರಾಜ್ಯದ ಎಲ್ಲ ಕನ್ನಡಪರ ಸಂಘಟನೆಗಳು ಹಾಗೂ ರೈತ ಸಂಘಟನೆಗಳು ಸಂಪೂರ್ಣ ಬೆಂಬಲ ನೀಡಬೇಕು ಎಂದು ವಾಟಾಳ್ ನಾಗರಾಜ್ ಅವರು ಹೇಳಿದ್ದಾರೆ. [1227,248,1445,344]
article-paragraph: 75 ವರ್ಷಗಳಿಂದಲೂ ಕನ್ನಡ ಕಾವ್ಯದ ತೊಟ್ಟಿಲಾಗಿ ಮಹಿಳೆ ಕಾರ್ಯ ನಿರ್ವಹಿಸಿದ್ದಾಳೆ. ಹೆಣ್ಣು ಮಕ್ಕಳ ಶಿಕ್ಷಣಕ್ಕೆ ಪ್ರಾಮುಖ್ಯತೆ ನೀಡಬೇಕು. ಸಮ್ಮೇಳನದಲ್ಲಿ ಸಾಹಿತಿ ಕು. ವೀರಭದ್ರಪ್ಪ ಅವರನ್ನು ಸನ್ಮಾನಿಸಲಾಯಿತು. [576,813,740,917]
article-paragraph: ಹೇಳಿದರು. "ಕಳೆದ ಎರಡು ವರ್ಷಗಳಲ್ಲಿ ಬೆಂಗಳೂರಿಗೆ ಅಂತಹ ಯಾವುದೇ ಹಣ ಹಂಚಿಕೆ ಮಾಡಲಾಗಿಲ್ಲ. ಆದ್ದರಿಂದ ನಾವು ಒಬಜೆಟ್‌ನಲ್ಲಿ ಬೆಂಗಳೂರು ನಗರಕ್ಕೆ 6,000-8,000 ಕೋಟಿ ರೂ.ಗಳನ್ನು ಕೇಳಿದ್ದೇವೆ" ಎಂದು ಅವರು ತಿಳಿಸಿದರು. [280,360,502,447]
article-body [39,200,743,284]
article-paragraph: ನಮ್ಮ ಪಕ್ಷ ಗ್ಯಾರಂಟಿ ಯೋಜನೆಗಳ ವಿರುದ್ಧವಿಲ್ಲ. ಆದರೆ, ರಾಜ್ಯ ಸರ್ಕಾರ ಗ್ಯಾರಂಟಿಗಳಿಗೆ ವಾರ್ಷಿಕ 56,000 ಕೋಟಿ ರೂ.ಗಳನ್ನು ಹಣವನ್ನು ಪ್ರತ್ಯೇಕವಾಗಿ ಮೀಸಲಿಡಬೇಕು ಮತ್ತು ಎಸ್‌ಸಿ/ಎಸ್‌ಟಿ ಕಲ್ಯಾಣ ಕಾರ್ಯಕ್ರಮಗಳಿಗೆ ಮೀಸಲಿಟ್ಟ ಶೇ 24.8 ರಷ್ಟು ಹಣವನ್ನು ಬಳಸಬಾರದು ಎಂದು ಹೇಳಿದರು. [993,1462,1212,1599]
article-karnataka-bandh [757,106,1448,757]
article-headline: ಟ್ಯಾಟೂದಿಂದ ಬರುತ್ತೆ ಹೆಚ್‌ಐವಿ ಕ್ಯಾನ್ಸರ್: ಕೇಂದ್ರಕ್ಕೆ ಪತ್ರ, ಹೊಸ ಕಾನೂನು ಜಾರಿ ಎಂದ ಗುಂಡೂರಾವ್ [757,757,1448,789]
article-paragraph: ಬೆಂಗಳೂರು: ಕೆಎಸ್‌ಆರ್‌ಟಿಸಿ ಬಸ್ ಕಂಡಕ್ಟರ್ ಮೇಲೆ ಹಲ್ಲೆ ಖಂಡಿಸಿ ಹಾಗೂ ರಾಜ್ಯ ಸಾರಿಗೆ ಸಂಸ್ಥೆಗಳ ಬಸ್‌ಗಳ ಮೇಲೆ ಮರಾಠಿಗರ ದಾಳಿ ಖಂಡಿಸಿ ಕನ್ನಡಪರ ಹೋರಾಟಗಾರ ವಾಟಾಳ್ ನಾಗರಾಜ್ ಅವರು ಶುಕ್ರವಾರ ಸಾಲು ಸಾಲು ಪ್ರತಿಭಟನೆಗೆ ಕರೆ ನೀಡಿದ್ದು, ಮಾರ್ಚ್ 3 ರಂದು ರಾಜಭವನಕ್ಕೆ ಮುತ್ತಿಗೆ ಹಾಕುವುದಾಗಿ ಹಾಗೂ ಮಾರ್ಚ್ 22 ರಂದು ಅಖಂಡ ಕರ್ನಾಟಕ ಬಂದ್ ಮಾಡುವುದಾಗಿ ಘೋಷಿಸಿದ್ದಾರೆ. [760,144,978,319]
article-paragraph: ಡಾ.ಅಯಿಶ್‌ರಿತಿ ಮುಂತಾದ ಗಣ್ಯರು ಮತ್ತು ಸಿಬ್ಬಂದಿಗಳು ಉಪಸ್ಥಿತರಿದ್ದರು. [518,244,740,278]
article-kannada-poetry [39,655,743,1185]
print-registration-marks [1377,2442,1433,2454]
article-paragraph: ಅವರು, ಇತ್ತೀಚೆಗೆ ಹೆಚ್ಚಳವಾದ ಮೆಟ್ರೋ ದರವನ್ನು ಕಡಿಮೆ ಮಾಡಬೇಕು ಎಂದು ಕೋರಿ ನೀಡಿದ ಅರ್ಜಿಯ ಮನವಿಯನ್ನು ಸಿಎಂಗೆ ಸಲ್ಲಿಸಿದ್ದಾರೆ ಎಂದು ಅವರ ಹೇಳಿದರು. [518,321,740,389]
article-headline: ಮಾರ್ಚ್ 3 ರಂದು ರಾಜಭವನಕ್ಕೆ ಮುತ್ತಿಗೆ; ಮಾ. 22 ರಂದು ಕರ್ನಾಟಕ ಬಂದ್ [757,106,1448,138]
issue-date: ಶನಿವಾರ 01 ಮಾರ್ಚ್ 2025 [48,50,291,76]
cyan-dot [1377,2442,1388,2452]
article-paragraph: ಸಭೆಯಲ್ಲಿ ಜಿಲ್ಲಾ ಪಂಚಾಯತ್ ಮುಖ್ಯ ಕಾರ್ಯನಿರ್ವಾಹಕ ಅಧಿಕಾರಿ, ಜಿಲ್ಲಾ ಆರೋಗ್ಯ ಅಧಿಕಾರಿ, ಪಶುಸಂಗೋಪನೆ ಇಲಾಖೆಯ ಉಪನಿರ್ದೇಶಕರು ಸೇರಿದಂತೆ ವಿವಿಧ ಇಲಾಖೆಗಳ ಅಧಿಕಾರಿಗಳು ಹಾಜರಿದ್ದರು. [576,1338,740,1443]
read-newspaper-banner: ಸುವರ್ಣವಾಹಿನಿ ಪತ್ರಿಕೆ ಓದಿರಿ [39,2309,743,2377]
yellow-dot [923,2442,934,2452]
article-paragraph: ನಂತರ ಟ್ಯಾಟೂ ಪಾರ್ಲರ್‌ಗಳನ್ನು ನಿಯಂತ್ರಿಸಲು ಕಾನೂನು ರೂಪಿಸಲಾಗುವುದು ಎಂದು ತಿಳಿಸಿದರು. ಇತ್ತೀಚಿನ ದಿನಗಳಲ್ಲಿ ಟ್ಯಾಟೂ ಹಾಕಿಸಿಕೊಳ್ಳುವವರಲ್ಲಿ ಚರ್ಮ ಕ್ಯಾನ್ಸರ್, ಹೆಚ್‌ಐವಿ ಹಾಗೂ ಹೆಪಟೈಟಿಸ್ ಸೋಂಕು ಕಾಣಿಸಿಕೊಳ್ಳುತ್ತಿದೆ. [993,936,1212,1052]
article-headline: ವಿಜ್ಞಾನದಿಂದ ವೈಯಕ್ತಿಕ ಅಭಿವೃದ್ಧಿ ಜೊತೆಗೆ ದೇಶದ ಅಭಿವೃದ್ಧಿ: ಜಿಲ್ಲಾ ಪಂಚಾಯತ್ ಸಿಇಒ ಮೊಹಮ್ಮದ್ ಹಾರಿಸ್ ಸುಮೇರ್ [39,1824,743,1857]
black-dot [91,2442,101,2452]
article-headline: ಕನ್ನಡ ಕಾವ್ಯದ ತೊಟ್ಟಿಲು ಗ್ರಾಮೀಣ ಮಹಿಳೆ: ಸಾಹಿತಿ ಕು. ವೀರಭದ್ರಪ್ಪ [112,662,670,692]
dinesh-gundurao-photo [994,793,1212,929]
article-paragraph: ಈ ಬಗ್ಗೆ ಬಿಎಂಆರ್‌ಸಿಎಲ್ ಎಂಡಿ ಜೊತೆ ಮಾತನಾಡುತ್ತೇನೆ ಎಂದು ಸಿಎಂ ಹೇಳಿದ್ದಾರೆ. ಸಭೆಯಲ್ಲಿ ಬೆಂಗಳೂರಿನ ಸಂಸದರಾದ ಪಿ.ಸಿ. ಮೋಹನ್ ಮತ್ತು ತೇಜಸ್ವಿ ಸೂರ್ಯ ಉಪಸ್ಥಿತರಿದ್ದರು. [518,471,740,539]
